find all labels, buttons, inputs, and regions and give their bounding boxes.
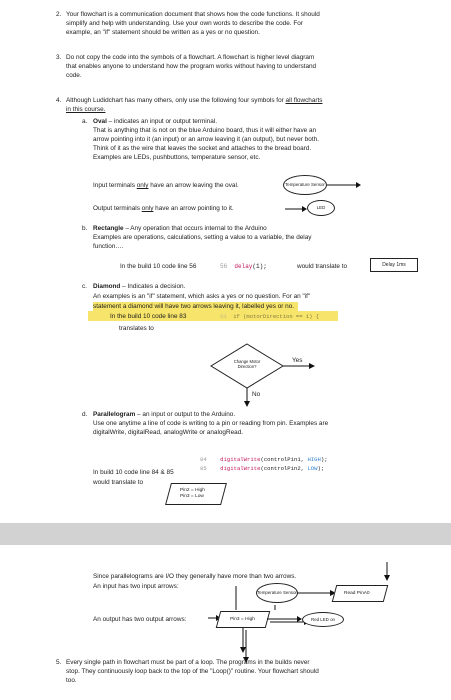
para-code-line-85: 85 digitalWrite(controlPin2, LOW); [200, 465, 325, 472]
oval-input-text: Input terminals only have an arrow leaving the oval. [93, 182, 239, 189]
rect-code-snippet: 56 delay(1); [220, 263, 267, 270]
rect-heading: Rectangle – Any operation that occurs internal to the Arduino [93, 225, 267, 232]
io-pin-to-led-arrow [267, 613, 303, 625]
oval-letter: a. [82, 118, 88, 125]
item-3-number: 3. [56, 54, 62, 61]
item-5-number: 5. [56, 659, 62, 666]
io-pin-label: Pin3 = High [230, 617, 255, 622]
item-4-line-1: Although Ludidchart has many others, only use the following four symbols for all flowcharts [66, 97, 323, 104]
output-arrow [284, 204, 308, 214]
input-arrow [326, 180, 362, 190]
rect-line-1: Examples are operations, calculations, setting a value to a variable, the delay [93, 234, 312, 241]
oval-line-4: Examples are LEDs, pushbuttons, temperature sensor, etc. [93, 154, 261, 161]
output-terminal-oval: LED [307, 200, 335, 216]
oval-line-1: That is anything that is not on the blue Arduino board, thus it will either have an [93, 127, 317, 134]
item-5-line-3: too. [66, 677, 77, 684]
para-would-text: would translate to [93, 479, 144, 486]
io-led-oval: Red LED on [302, 612, 344, 627]
top-down-arrowhead [384, 575, 390, 581]
diamond-heading: Diamond – Indicates a decision. [93, 283, 186, 290]
oval-output-text: Output terminals only have an arrow pointing to it. [93, 205, 234, 212]
rect-build-text: In the build 10 code line 56 [120, 263, 197, 270]
item-5-line-1: Every single path in flowchart must be part of a loop. The programs in the builds never [66, 659, 310, 666]
rect-line-2: function…. [93, 243, 124, 250]
item-3-line-3: code. [66, 72, 82, 79]
item-4-line-2: in this course. [66, 106, 106, 113]
no-label: No [252, 391, 261, 398]
pin-parallelogram-line-2: Pin3 = Low [180, 494, 204, 499]
diamond-letter: c. [82, 283, 87, 290]
oval-line-3: Think of it as the wire that leaves the socket and attaches to the bread board. [93, 145, 312, 152]
decision-diamond-label: Change Motor Direction? [233, 359, 261, 369]
yes-label: Yes [292, 357, 303, 364]
item-4-number: 4. [56, 97, 62, 104]
io-output-label: An output has two output arrows: [93, 616, 187, 623]
decision-diagram [205, 338, 325, 408]
no-arrowhead [244, 401, 250, 407]
item-2-line-3: example, an "if" statement should be written as a yes or no question. [66, 29, 260, 36]
item-2-line-1: Your flowchart is a communication document that shows how the code functions. It should [66, 11, 320, 18]
io-line-2: An input has two input arrows: [93, 583, 179, 590]
io-read-label: Read PinA0 [344, 591, 370, 596]
page-gap [0, 523, 451, 545]
input-terminal-oval: Temperature Sensor [283, 175, 327, 195]
yes-arrowhead [309, 363, 315, 369]
diamond-line-2: statement a diamond will have two arrows leaving it, labelled yes or no. [93, 302, 298, 311]
diamond-code-snippet: 83 if (motorDirection == 1) { [220, 313, 320, 320]
diamond-build-text: In the build 10 code line 83 [110, 313, 187, 320]
pin-parallelogram-line-1: Pin2 = High [180, 488, 205, 493]
para-letter: d. [82, 411, 88, 418]
diamond-translates-text: translates to [119, 325, 154, 332]
oval-line-2: arrow pointing into it (an input) or an arrow leaving it (an output), but never both. [93, 136, 319, 143]
para-heading: Parallelogram – an input or output to the Arduino. [93, 411, 236, 418]
item-2-number: 2. [56, 11, 62, 18]
item-5-line-2: stop. They continuously loop back to the top of the "Loop()" routine. Your flowchart should [66, 668, 319, 675]
item-2-line-2: simplify and help with understanding. Use your own words to describe the code. For [66, 20, 303, 27]
item-3-line-2: that enables anyone to understand how the program works without having to understand [66, 63, 317, 70]
para-code-line-84: 84 digitalWrite(controlPin1, HIGH); [200, 456, 328, 463]
diamond-line-1: An examples is an "if" statement, which asks a yes or no question. For an "if" [93, 293, 311, 300]
rect-letter: b. [82, 225, 88, 232]
io-pin-down-arrow [238, 628, 248, 656]
rect-translate-text: would translate to [297, 263, 348, 270]
io-line-1: Since parallelograms are I/O they generally have more than two arrows. [93, 573, 297, 580]
para-line-2: digitalWrite, digitalRead, analogWrite or analogRead. [93, 429, 244, 436]
para-build-text: In build 10 code line 84 & 85 [93, 469, 174, 476]
item-4-all-flowcharts: all flowcharts [285, 97, 323, 104]
item-3-line-1: Do not copy the code into the symbols of a flowchart. A flowchart is higher level diagram [66, 54, 315, 61]
delay-rectangle: Delay 1ms [370, 258, 418, 272]
oval-heading: Oval – indicates an input or output terminal. [93, 118, 217, 125]
para-line-1: Use one anytime a line of code is writing to a pin or reading from pin. Examples are [93, 420, 329, 427]
io-sensor-oval: Temperature Sensor [256, 583, 298, 603]
